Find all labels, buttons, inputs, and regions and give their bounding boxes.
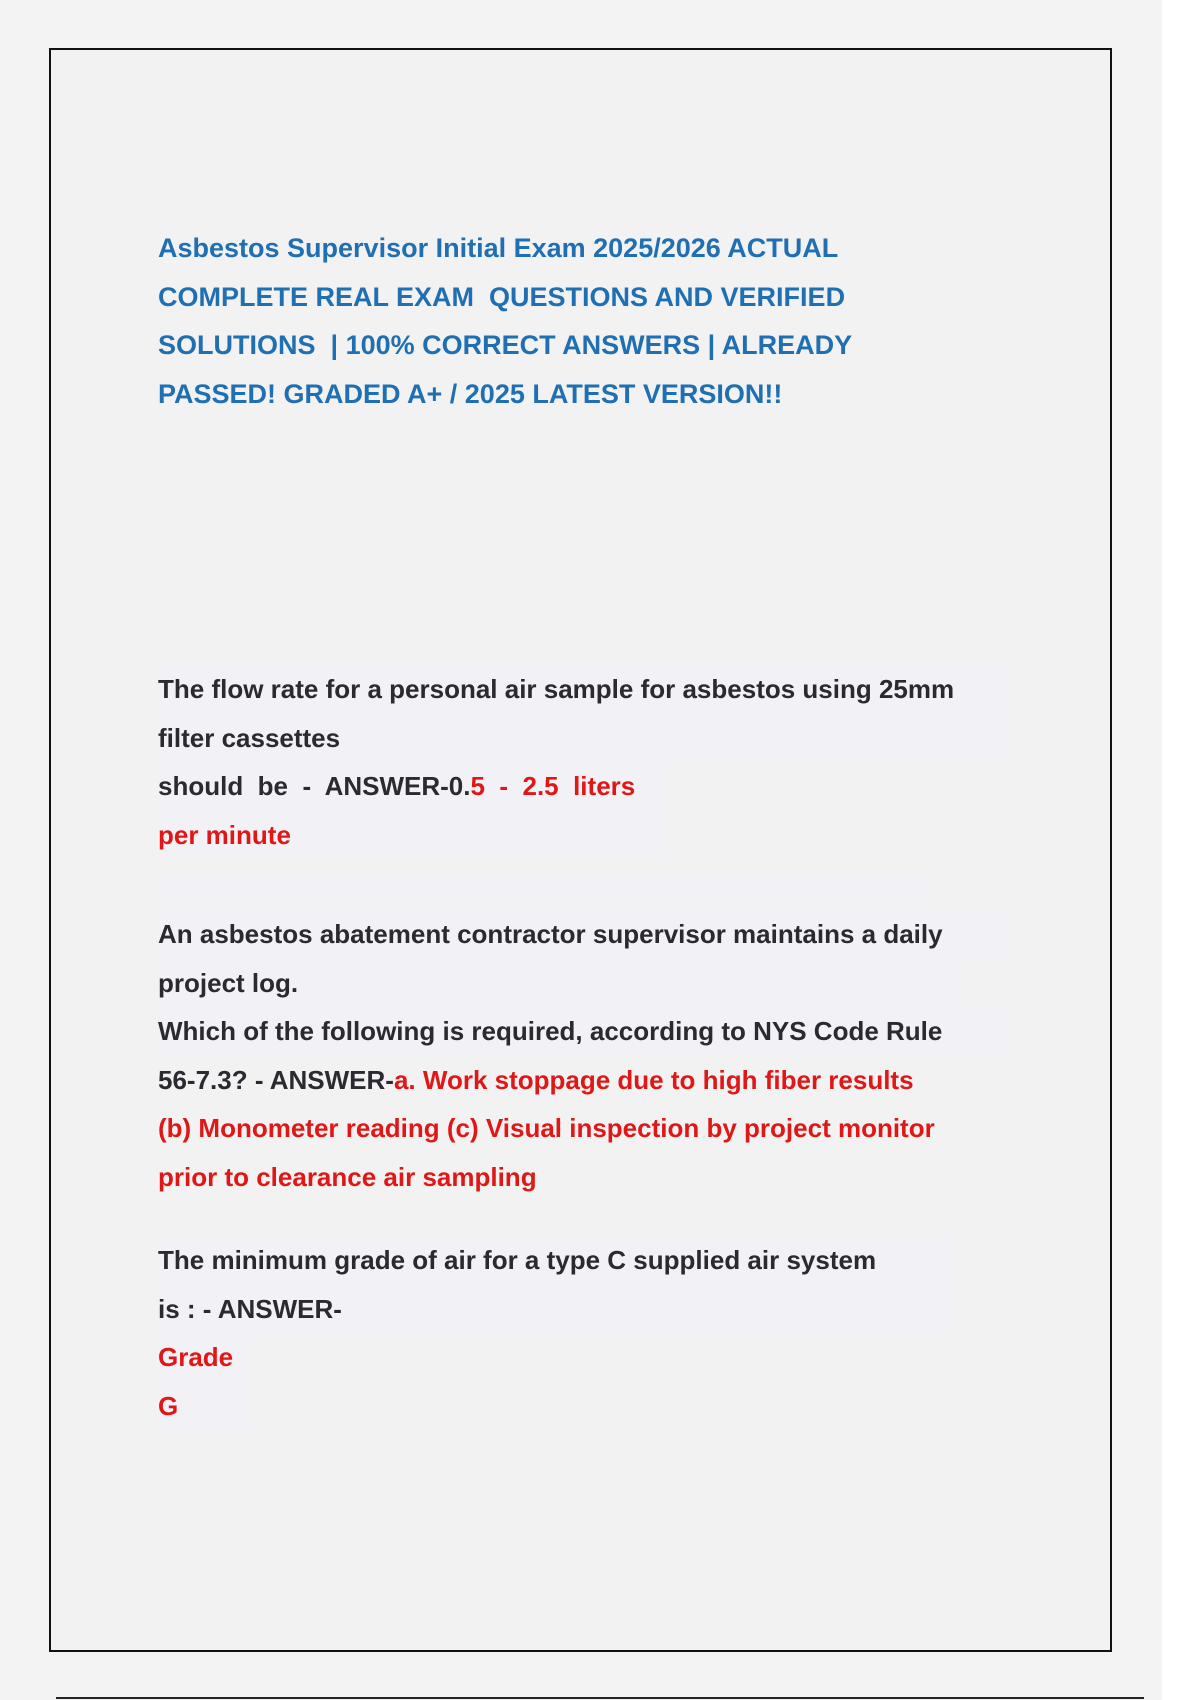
answer-text: Grade — [158, 1333, 252, 1382]
question-text: An asbestos abatement contractor supervisor maintains a daily — [158, 910, 1010, 959]
answer-text: prior to clearance air sampling — [158, 1161, 537, 1192]
answer-text: per minute — [158, 811, 668, 860]
question-answer-line — [158, 762, 668, 811]
question-text: The minimum grade of air for a type C supplied air system — [158, 1236, 954, 1285]
question-text: 56-7.3? - ANSWER- — [158, 1064, 394, 1095]
question-answer-line — [158, 1056, 1010, 1105]
answer-text: (b) Monometer reading (c) Visual inspection by project monitor — [158, 1113, 935, 1143]
question-text: filter cassettes — [158, 714, 1010, 763]
question-flow-rate — [158, 665, 1010, 859]
title-line: PASSED! GRADED A+ / 2025 LATEST VERSION!! — [158, 378, 783, 409]
question-text: is : - ANSWER- — [158, 1285, 954, 1334]
title-line: COMPLETE REAL EXAM QUESTIONS AND VERIFIED — [158, 281, 846, 312]
answer-text: a. Work stoppage due to high fiber results — [393, 1064, 914, 1095]
question-text: Which of the following is required, according to NYS Code Rule — [158, 1007, 1010, 1056]
question-project-log — [158, 910, 1010, 1201]
question-text: should be - ANSWER-0. — [158, 771, 471, 801]
viewer-margin — [1162, 0, 1200, 1700]
title-line: Asbestos Supervisor Initial Exam 2025/2026 ACTUAL — [158, 233, 839, 263]
question-air-grade — [158, 1236, 954, 1430]
answer-text: 5 - 2.5 liters — [470, 771, 636, 801]
next-page-edge — [56, 1697, 1144, 1699]
title-line: SOLUTIONS | 100% CORRECT ANSWERS | ALREADY — [158, 330, 853, 360]
document-title — [158, 224, 918, 418]
text-highlight — [158, 876, 926, 906]
answer-text: G — [158, 1382, 252, 1431]
question-text: project log. — [158, 959, 958, 1008]
question-text: The flow rate for a personal air sample for asbestos using 25mm — [158, 665, 1010, 714]
